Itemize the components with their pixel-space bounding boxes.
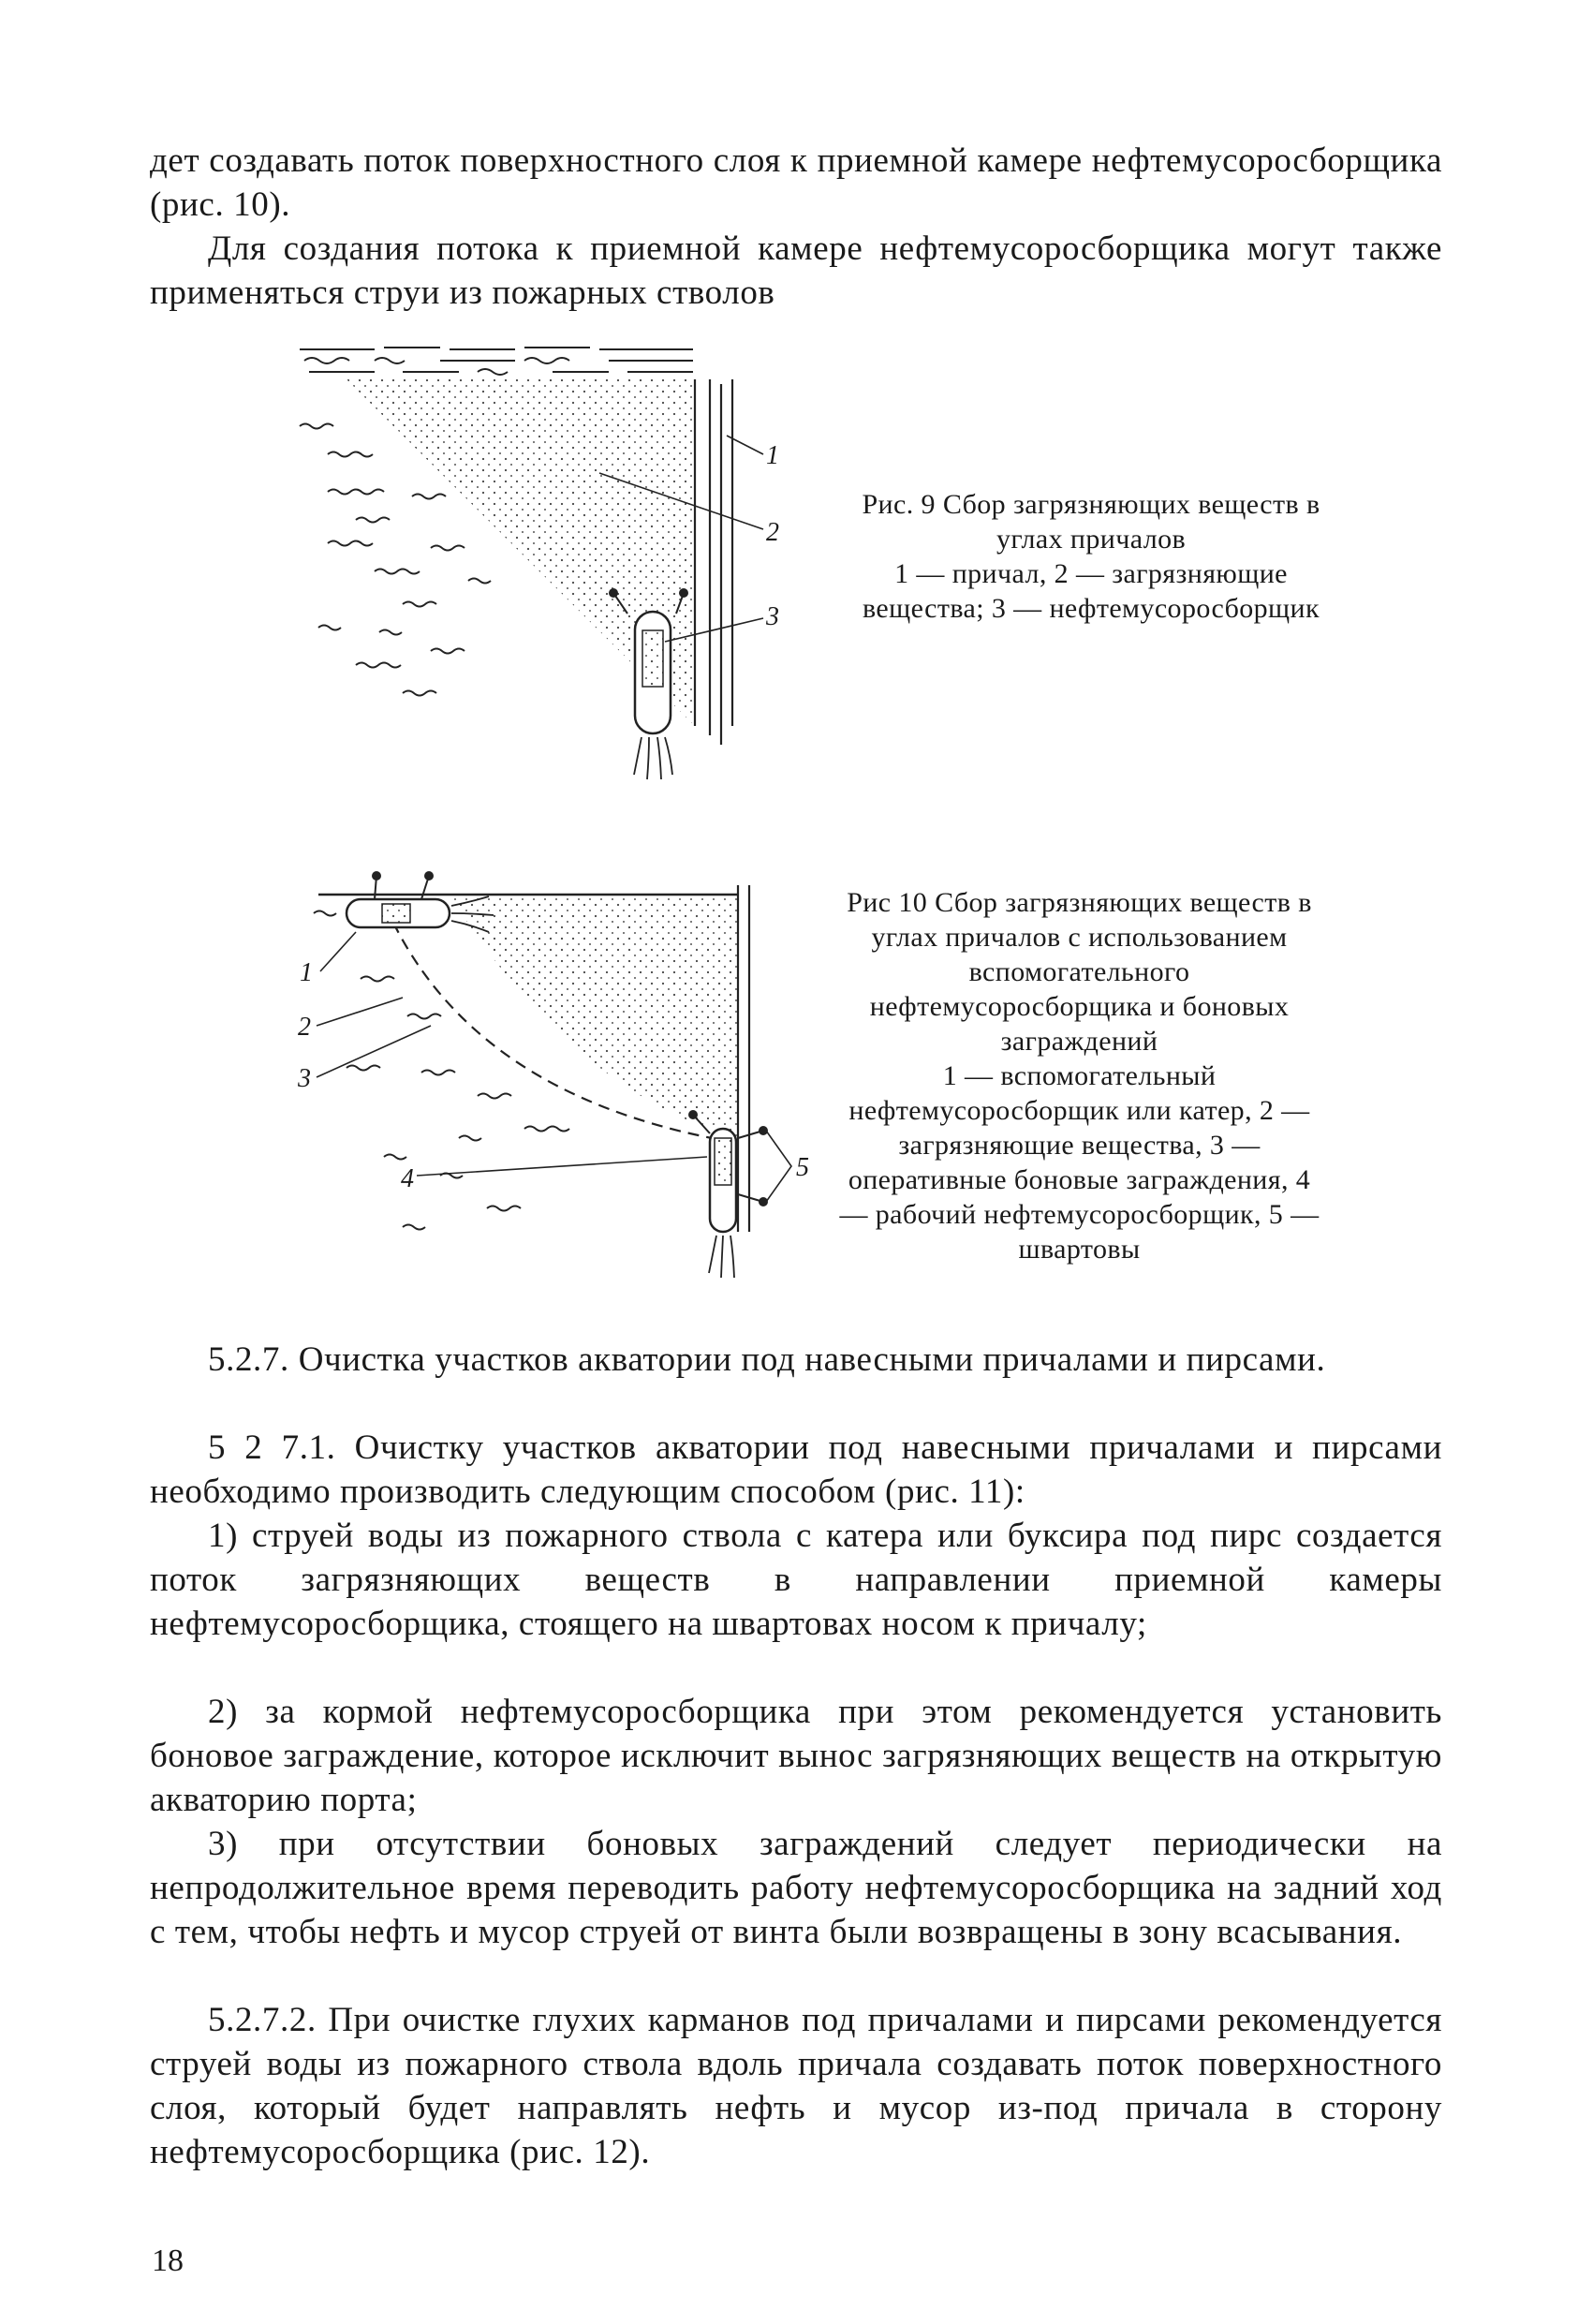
figure-10-diagram bbox=[290, 857, 815, 1288]
paragraph-5-2-7-2: 5.2.7.2. При очистке глухих карманов под причалами и пирсами рекомендуется струей воды из пожарного ствола вдоль причала создавать поток поверхностного слоя, который будет направлять нефть и мусор из-под причала в сторону нефтемусоросборщика (рис. 12). bbox=[150, 2001, 1442, 2171]
figure-9-diagram bbox=[290, 333, 815, 801]
surface-lines bbox=[300, 348, 693, 375]
figure-9-caption-legend: 1 — причал, 2 — загрязняющие вещества; 3 — нефтемусоросборщик bbox=[863, 558, 1320, 624]
paragraph-intro-2: Для создания потока к приемной камере нефтемусоросборщика могут также применяться струи из пожарных стволов bbox=[150, 229, 1442, 312]
list-item-1: 1) струей воды из пожарного ствола с катера или буксира под пирс создается поток загрязняющих веществ в направлении приемной камеры нефтемусоросборщика, стоящего на швартовах носом к причалу; bbox=[150, 1517, 1442, 1643]
fig10-label-4: 4 bbox=[401, 1164, 414, 1193]
fig10-label-5: 5 bbox=[796, 1153, 809, 1182]
fig10-label-1: 1 bbox=[300, 958, 313, 987]
fig9-label-3: 3 bbox=[766, 602, 779, 631]
figure-10-caption-legend: 1 — вспомогательный нефтемусоросборщик или катер, 2 — загрязняющие вещества, 3 — оперативные боновые заграждения, 4 — рабочий нефтемусоросборщик, 5 — швартовы bbox=[839, 1060, 1320, 1265]
pollutant-area bbox=[450, 895, 738, 1138]
fig10-label-3: 3 bbox=[298, 1064, 311, 1093]
fig9-label-1: 1 bbox=[766, 441, 779, 470]
paragraph-intro-1: дет создавать поток поверхностного слоя к приемной камере нефтемусоросборщика (рис. 10). bbox=[150, 141, 1442, 224]
working-skimmer bbox=[688, 1110, 768, 1278]
fig9-label-2: 2 bbox=[766, 518, 779, 547]
list-item-2: 2) за кормой нефтемусоросборщика при этом рекомендуется установить боновое заграждение, которое исключит вынос загрязняющих веществ на открытую акваторию порта; bbox=[150, 1693, 1442, 1819]
figure-9-caption bbox=[857, 487, 1325, 626]
paragraph-5-2-7-1: 5 2 7.1. Очистку участков акватории под навесными причалами и пирсами необходимо производить следующим способом (рис. 11): bbox=[150, 1428, 1442, 1511]
page-number: 18 bbox=[152, 2243, 184, 2278]
list-item-3: 3) при отсутствии боновых заграждений следует периодически на непродолжительное время переводить работу нефтемусоросборщика на задний ход с тем, чтобы нефть и мусор струей от винта были возвращены в зону всасывания. bbox=[150, 1825, 1442, 1951]
pier-wall bbox=[695, 379, 732, 745]
paragraph-5-2-7: 5.2.7. Очистка участков акватории под навесными причалами и пирсами. bbox=[208, 1340, 1326, 1379]
figure-10-caption bbox=[833, 885, 1325, 1266]
figure-9-caption-title: Рис. 9 Сбор загрязняющих веществ в углах причалов bbox=[862, 489, 1320, 555]
pier-wall bbox=[738, 885, 749, 1232]
figure-10-caption-title: Рис 10 Сбор загрязняющих веществ в углах причалов с использованием вспомогательного нефтемусоросборщика и боновых заграждений bbox=[847, 887, 1312, 1057]
fig10-label-2: 2 bbox=[298, 1013, 311, 1042]
